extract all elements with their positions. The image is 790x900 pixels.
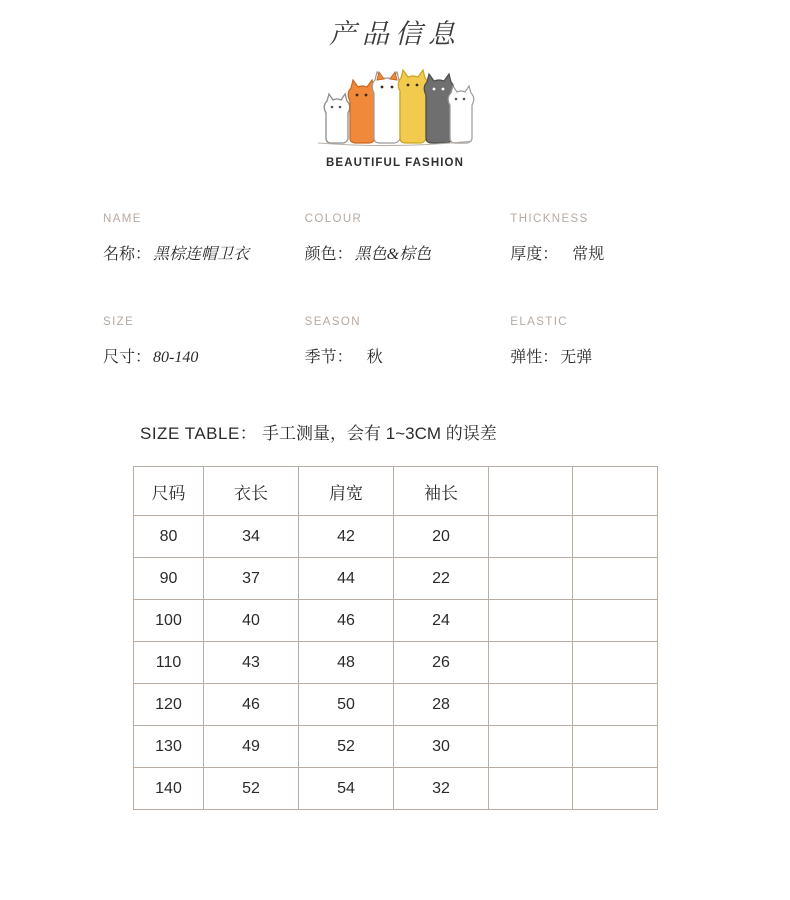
spec-colour-value: 黑色&棕色	[354, 246, 432, 263]
spec-thickness-eyebrow: THICKNESS	[510, 213, 589, 225]
table-cell	[573, 516, 658, 558]
table-cell: 44	[299, 558, 394, 600]
table-cell: 46	[299, 600, 394, 642]
table-cell: 32	[394, 768, 489, 810]
table-cell	[573, 558, 658, 600]
spec-colour-eyebrow: COLOUR	[304, 213, 363, 225]
table-cell	[489, 726, 573, 768]
table-header-cell: 肩宽	[299, 467, 394, 516]
spec-elastic	[494, 316, 690, 367]
spec-name-label: 名称：	[103, 246, 152, 263]
table-cell	[573, 768, 658, 810]
spec-elastic-eyebrow: ELASTIC	[510, 316, 569, 328]
spec-colour-label: 颜色：	[304, 246, 353, 263]
table-cell: 49	[204, 726, 299, 768]
table-header-cell: 尺码	[134, 467, 204, 516]
spec-row-2	[103, 316, 690, 367]
size-table	[133, 466, 658, 810]
spec-elastic-label: 弹性：	[510, 349, 559, 366]
size-table-caption	[140, 419, 790, 444]
table-row	[134, 642, 658, 684]
table-cell: 120	[134, 684, 204, 726]
spec-season-line	[305, 344, 495, 367]
spec-size-line	[103, 344, 299, 367]
table-cell: 43	[204, 642, 299, 684]
table-row	[134, 516, 658, 558]
table-cell: 110	[134, 642, 204, 684]
spec-size-value: 80-140	[153, 349, 199, 366]
size-table-caption-prefix: SIZE TABLE：	[140, 424, 258, 443]
spec-thickness-value: 常规	[572, 246, 605, 263]
table-cell: 20	[394, 516, 489, 558]
table-cell	[573, 600, 658, 642]
page-header	[0, 0, 790, 169]
table-header-cell: 袖长	[394, 467, 489, 516]
brand-name: BEAUTIFUL FASHION	[326, 157, 464, 169]
table-cell: 50	[299, 684, 394, 726]
table-cell: 130	[134, 726, 204, 768]
table-row	[134, 558, 658, 600]
size-table-caption-text: 手工测量，会有 1~3CM 的误差	[262, 424, 497, 443]
table-row	[134, 768, 658, 810]
table-cell	[489, 558, 573, 600]
spec-name-line	[103, 241, 299, 264]
spec-colour	[299, 213, 495, 264]
table-row	[134, 600, 658, 642]
brand-logo	[295, 61, 495, 169]
table-cell: 26	[394, 642, 489, 684]
table-cell: 42	[299, 516, 394, 558]
table-cell: 48	[299, 642, 394, 684]
spec-size	[103, 316, 299, 367]
spec-thickness	[494, 213, 690, 264]
table-cell: 80	[134, 516, 204, 558]
table-cell: 90	[134, 558, 204, 600]
spec-name-value: 黑棕连帽卫衣	[153, 246, 250, 263]
spec-elastic-line	[510, 344, 690, 367]
table-row	[134, 726, 658, 768]
table-cell	[489, 768, 573, 810]
table-header-cell	[489, 467, 573, 516]
table-cell: 37	[204, 558, 299, 600]
table-header-cell: 衣长	[204, 467, 299, 516]
table-cell: 24	[394, 600, 489, 642]
table-cell: 40	[204, 600, 299, 642]
spec-season	[299, 316, 495, 367]
table-row	[134, 684, 658, 726]
table-cell: 34	[204, 516, 299, 558]
table-header-row	[134, 467, 658, 516]
table-cell: 28	[394, 684, 489, 726]
spec-elastic-value: 无弹	[560, 349, 593, 366]
size-table-wrapper	[133, 466, 657, 810]
table-cell: 46	[204, 684, 299, 726]
spec-season-eyebrow: SEASON	[304, 316, 361, 328]
size-table-body	[134, 467, 658, 810]
table-cell: 140	[134, 768, 204, 810]
table-cell	[489, 642, 573, 684]
table-cell	[489, 684, 573, 726]
page-title: 产品信息	[329, 19, 461, 49]
table-cell	[573, 642, 658, 684]
spec-row-1	[103, 213, 690, 264]
spec-season-label: 季节：	[304, 349, 353, 366]
spec-colour-line	[305, 241, 495, 264]
table-cell	[489, 516, 573, 558]
spec-name-eyebrow: NAME	[103, 213, 142, 225]
table-cell: 54	[299, 768, 394, 810]
table-cell	[489, 600, 573, 642]
table-cell: 52	[299, 726, 394, 768]
table-header-cell	[573, 467, 658, 516]
table-cell	[573, 726, 658, 768]
spec-size-eyebrow: SIZE	[103, 316, 135, 328]
table-cell	[573, 684, 658, 726]
table-cell: 52	[204, 768, 299, 810]
table-cell: 30	[394, 726, 489, 768]
spec-thickness-line	[510, 241, 690, 264]
spec-name	[103, 213, 299, 264]
cats-logo-icon	[295, 61, 495, 151]
table-cell: 22	[394, 558, 489, 600]
table-cell: 100	[134, 600, 204, 642]
spec-season-value: 秋	[366, 349, 383, 366]
product-specs	[0, 213, 790, 367]
spec-thickness-label: 厚度：	[510, 246, 559, 263]
spec-size-label: 尺寸：	[103, 349, 152, 366]
